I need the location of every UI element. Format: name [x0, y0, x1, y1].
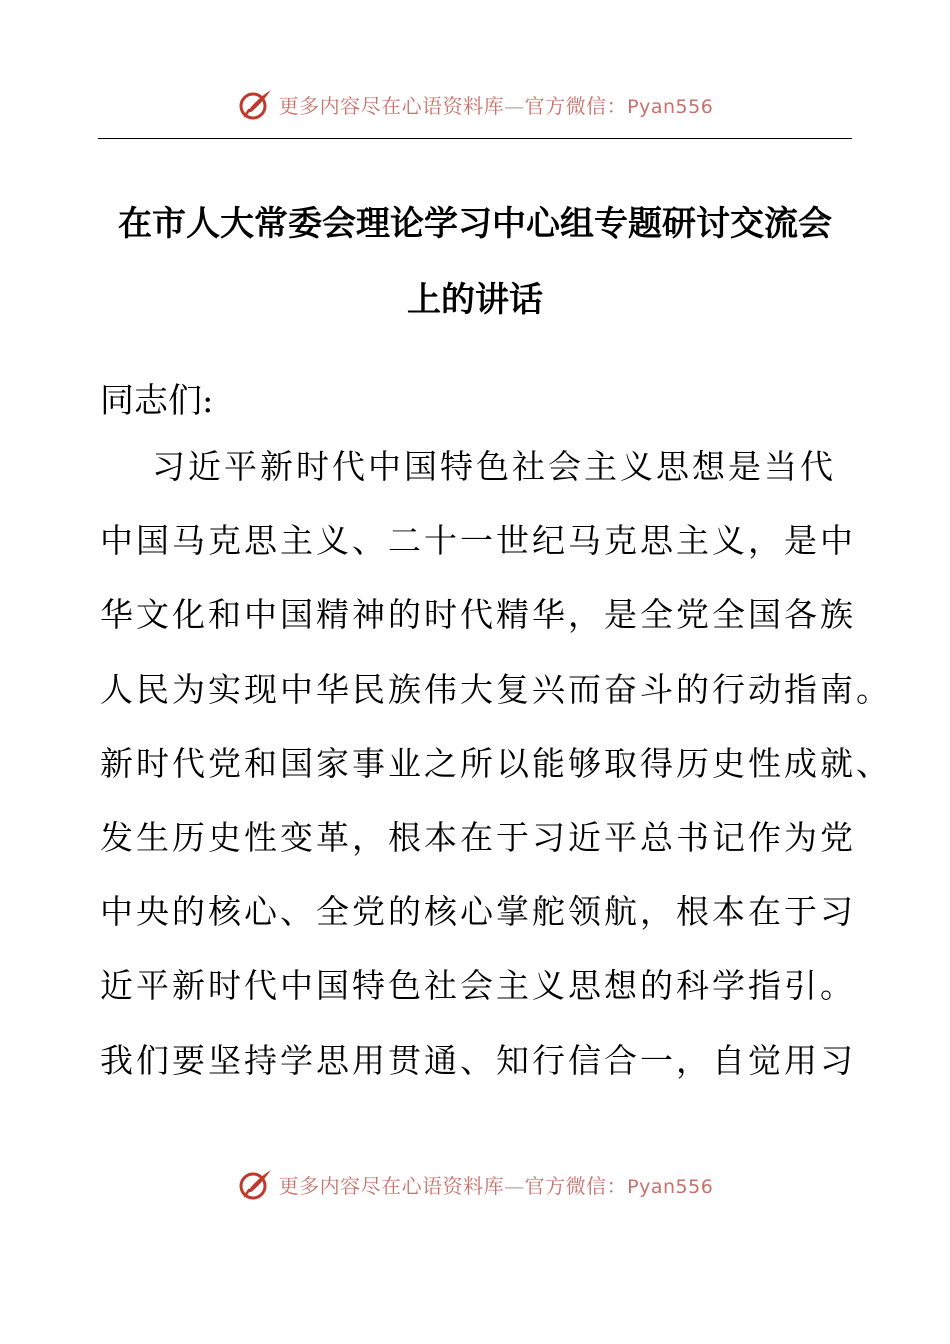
quill-logo-icon — [237, 86, 273, 122]
document-title — [98, 186, 852, 338]
watermark-wechat-label: 官方微信： — [524, 1173, 628, 1198]
body-line: 中央的核心、全党的核心掌舵领航，根本在于习 — [100, 892, 856, 932]
watermark-wechat-label: 官方微信： — [524, 93, 628, 118]
body-line: 华文化和中国精神的时代精华，是全党全国各族 — [100, 595, 856, 635]
body-line: 中国马克思主义、二十一世纪马克思主义，是中 — [100, 521, 856, 561]
title-line: 上的讲话 — [407, 280, 543, 320]
footer-watermark — [0, 1162, 950, 1206]
watermark-site-text: 更多内容尽在心语资料库 — [278, 93, 505, 118]
body-line: 近平新时代中国特色社会主义思想的科学指引。 — [100, 966, 856, 1006]
body-line: 我们要坚持学思用贯通、知行信合一，自觉用习 — [100, 1040, 856, 1080]
header-watermark — [0, 82, 950, 126]
watermark-wechat-id: Pyan556 — [627, 95, 714, 118]
body-line: 新时代党和国家事业之所以能够取得历史性成就、 — [100, 743, 892, 783]
header-divider — [98, 138, 852, 139]
body-line: 人民为实现中华民族伟大复兴而奋斗的行动指南。 — [100, 669, 892, 709]
watermark-wechat-id: Pyan556 — [627, 1175, 714, 1198]
watermark-text — [279, 1170, 714, 1199]
body-paragraph — [100, 430, 892, 1098]
watermark-separator: — — [504, 1173, 525, 1198]
watermark-text — [279, 90, 714, 119]
title-line: 在市人大常委会理论学习中心组专题研讨交流会 — [118, 204, 832, 244]
salutation: 同志们: — [100, 381, 214, 421]
watermark-site-text: 更多内容尽在心语资料库 — [278, 1173, 505, 1198]
quill-logo-icon — [237, 1166, 273, 1202]
body-line: 习近平新时代中国特色社会主义思想是当代 — [152, 447, 836, 486]
body-line: 发生历史性变革，根本在于习近平总书记作为党 — [100, 818, 856, 858]
watermark-separator: — — [504, 93, 525, 118]
